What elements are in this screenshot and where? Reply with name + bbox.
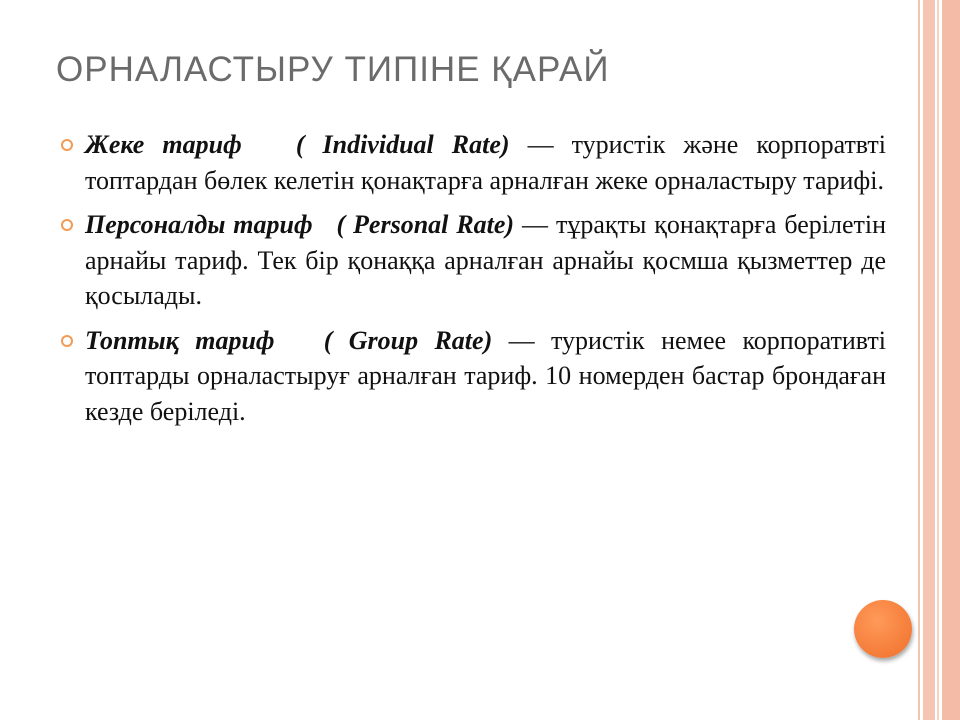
orange-circle-icon	[854, 600, 912, 658]
term: Жеке тариф	[85, 130, 242, 159]
term-english-text: ( Group Rate)	[323, 325, 493, 355]
item-text: — туристік немее корпоративті топтарды орналастыруғ арналған тариф. 10 номерден бастар брондаған кезде беріледі.	[85, 325, 887, 426]
term: Топтық тариф	[85, 325, 275, 355]
ring-bullet-icon	[61, 335, 73, 347]
term-english	[321, 210, 515, 239]
list-item	[60, 323, 886, 430]
bullet-list	[60, 127, 886, 438]
term-english	[291, 326, 492, 355]
term-english	[260, 130, 510, 159]
term-english-text: ( Personal Rate)	[336, 210, 515, 239]
stripe	[942, 0, 960, 720]
ring-bullet-icon	[61, 139, 73, 151]
term: Персоналды тариф	[85, 210, 313, 239]
list-item	[60, 207, 886, 314]
list-item	[60, 127, 886, 198]
slide-title: ОРНАЛАСТЫРУ ТИПІНЕ ҚАРАЙ	[56, 50, 610, 89]
stripe	[923, 0, 935, 720]
term-english-text: ( Individual Rate)	[295, 130, 510, 159]
decorative-stripes	[918, 0, 960, 720]
stripe	[937, 0, 939, 720]
ring-bullet-icon	[61, 219, 73, 231]
item-text: — туристік және корпоратвті топтардан бөлек келетін қонақтарға арналған жеке орналастыру тарифі.	[85, 130, 887, 195]
stripe	[918, 0, 920, 720]
item-text: — тұрақты қонақтарға берілетін арнайы тариф. Тек бір қонаққа арналған арнайы қосмша қызметтер де қосылады.	[85, 210, 887, 310]
